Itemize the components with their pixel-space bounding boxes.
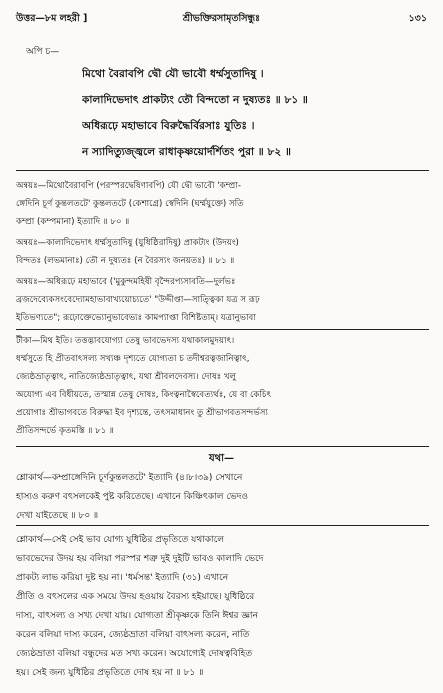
tika-line: প্রয়োগাঃ শ্রীভাগবতে বিরুদ্ধা ইব দৃশ্যন্তে, তৎসমাধানং তু শ্রীভাগবতসন্দর্ভস্য [16, 408, 268, 418]
tika-line: জ্যেষ্ঠভ্রাতৃত্বাৎ, নাতিজ্যেষ্ঠভ্রাতৃত্বাৎ, যথা শ্রীবলদেবস্য। দোষঃ খলু [16, 372, 237, 382]
shlokartha-line: জ্যেষ্ঠভ্রাতা বলিয়া বন্ধুদের মত সখ্য করেন। অযোগ্যেই দোষত্ববিহিত [16, 649, 253, 659]
yatha-heading: যথা— [208, 453, 235, 464]
shlokartha-line: প্রীতি ও বৎসলের এক সময়ে উদয় হওয়ায় বৈরস্য হইয়াছে। যুধিষ্ঠিরে [16, 592, 255, 602]
tika-line: ধর্ম্মসুতে হি প্রীতবাৎসল্য সখ্যঞ্চ দৃশ্যতে যোগ্যতা চ তদীশ্বরত্বজানিত্বাৎ, [16, 354, 250, 364]
anvaya-line: অন্বয়ঃ—কালাদিভেদাৎ ধর্ম্মসুতাদিষু (যুধিষ্ঠিরাদিষু) প্রাকট্যং (উদয়ং) [16, 238, 239, 248]
section-divider [16, 446, 429, 447]
anvaya-line: অন্বয়ঃ—মিথোবৈরাবপি (পরস্পরদ্বেষিণাবপি) যৌ দ্বৌ ভাবৌ 'কম্প্রা- [16, 181, 241, 191]
shlokartha-line: শ্লোকার্থ—সেই সেই ভাব যোগ্য যুধিষ্ঠির প্রভৃতিতে যথাকালে [16, 535, 225, 545]
shlokartha-line: ভাবভেদের উদয় হয় বলিয়া পরস্পর শত্রু দুই দুইটি ভাবও কালাদি ভেদে [16, 554, 264, 564]
shlokartha-line: দেখা যাইতেছে ॥ ৮০ ॥ [16, 511, 99, 521]
verse-line: মিথো বৈরাবপি দ্বৌ যৌ ভাবৌ ধর্ম্মসুতাদিষু । [82, 68, 264, 80]
verse-line: ন স্যাদিত্যুজ্জ্বলে রাধাকৃষ্ণয়োর্দর্শিতং পুরা ॥ ৮২ ॥ [82, 146, 291, 158]
anvaya-line: ইতিভণ্যতে"; রূঢ়োক্তেভ্যোনুভাবেভ্যঃ কামপ্যাপ্তা বিশিষ্টতাম্। যত্রানুভাবা [16, 313, 256, 323]
shlokartha-line: দাস্য, বাৎসল্য ও সখ্য দেখা যায়। যোগ্যতা শ্রীকৃষ্ণকে তিনি ঈশ্বর জ্ঞান [16, 611, 258, 621]
page-number: ১৩১ [408, 13, 427, 24]
verse-line: অধিরূঢ়ে মহাভাবে বিরুদ্ধৈর্বিরসাঃ যুতিঃ । [82, 120, 255, 132]
section-divider [16, 525, 429, 526]
shlokartha-line: প্রাকট্য লাভ করিয়া দুষ্ট হয় না। 'ধর্মসন্ত' ইত্যাদি (৩১) এখানে [16, 573, 229, 583]
section-divider [16, 329, 429, 330]
shlokartha-line: হয়। সেই জন্য যুধিষ্ঠির প্রভৃতিতে দোষ হয় না ॥ ৮১ ॥ [16, 668, 204, 678]
header-chapter: উত্তর—৮ম লহরী ] [16, 13, 88, 24]
shlokartha-line: করেন বলিয়া দাস্য করেন, জ্যেষ্ঠভ্রাতা বলিয়া বাৎসল্য করেন, নাতি [16, 630, 250, 640]
tika-line: টীকা—মিথ ইতি। তত্তদ্ভাবযোগ্যা তেষু ভাবভেদস্য যথাকালমুদয়াৎ। [16, 336, 235, 346]
tika-line: প্রীতিসন্দর্ভে কৃতমস্তি ॥ ৮১ ॥ [16, 426, 114, 436]
anvaya-line: কম্প্রা (কম্পমানা) ইত্যাদি ॥ ৮০ ॥ [16, 217, 130, 227]
anvaya-line: ব্রজদেব্যেকসংবেদ্যোমহাভাবাখ্যয়োচ্যতে' "উদ্দীপ্তা—সাত্ত্বিকা যত্র স রূঢ় [16, 295, 260, 305]
section-divider [16, 170, 429, 171]
anvaya-line: ঙ্গেদিনি চূর্ণ কুন্তলতটে' কুন্তলতটে (কেশাগ্রে) স্বেদিনি (ঘর্ম্মযুক্তে) সতি [16, 199, 244, 209]
verse-line: কালাদিভেদাৎ প্রাকট্যং তৌ বিন্দতো ন দুষ্যতঃ ॥ ৮১ ॥ [82, 94, 308, 106]
running-header [16, 12, 427, 28]
anvaya-line: অন্বয়ঃ—অধিরূঢ়ে মহাভাবে ('মুকুন্দমহিষী বৃন্দৈরপ্যসাবতি—দুর্লভঃ [16, 277, 236, 287]
anvaya-line: বিন্দতঃ (লভমানাঃ) তৌ ন দুষ্যতঃ (ন বৈরস্যং জনয়তঃ) ॥ ৮১ ॥ [16, 256, 235, 266]
shlokartha-line: শ্লোকার্থ—কম্প্রাঙ্গেদিনি চূর্ণকুন্তলতটে' ইত্যাদি (৪।৮।৩৯) সেখানে [16, 473, 243, 483]
shlokartha-line: হাস্যও করুণ বৎসলকেই পুষ্ট করিতেছে। এখানে কিঞ্চিৎকাল ভেদও [16, 492, 249, 502]
intro-line: অপি চ— [26, 47, 60, 57]
header-title: শ্রীভক্তিরসামৃতসিন্ধুঃ [182, 13, 261, 24]
tika-line: অযোগ্য এব বিধীয়তে, তস্মান্ন তেষু দোষঃ, কিংত্বনাস্বৈবেত্যর্থঃ, যে বা কেচিৎ [16, 390, 272, 400]
